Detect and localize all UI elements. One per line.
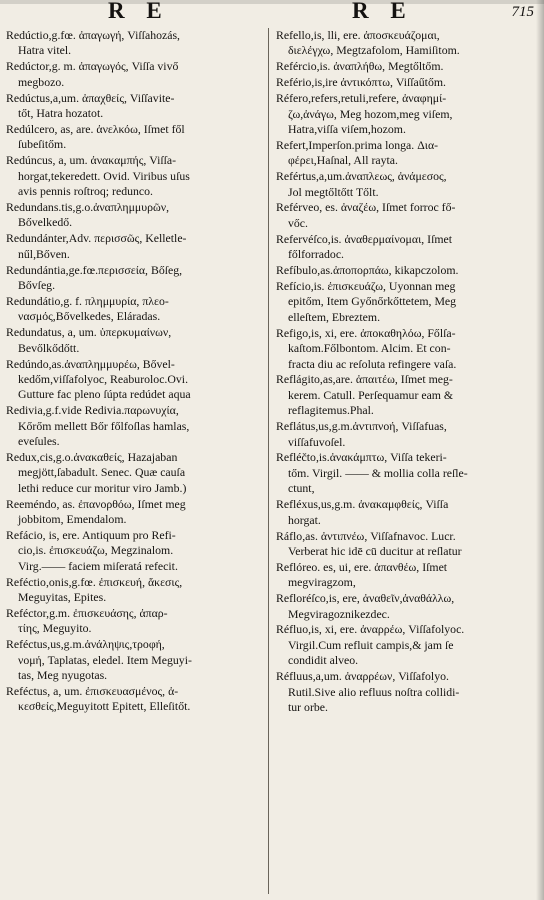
dictionary-entry bbox=[276, 59, 538, 74]
entry-line: Refigo,is, xi, ere. ἀποκαθηλόω, Főlſa- bbox=[276, 325, 456, 340]
entry-line: Bővelkedő. bbox=[18, 215, 73, 230]
entry-line: Reféctus, a, um. ἐπισκευασμένος, ἀ- bbox=[6, 684, 179, 699]
entry-line: Virgil.Cum refluit campis,& jam ſe bbox=[288, 637, 454, 652]
page-top-shadow bbox=[0, 0, 544, 4]
entry-line: Hatra,viſſa viſem,hozom. bbox=[288, 121, 406, 136]
entry-line: Refértus,a,um.ἀναπλεως, ἀνάμεσος, bbox=[276, 169, 447, 184]
entry-line: cio,is. ἐπισκευάζω, Megzinalom. bbox=[18, 543, 174, 558]
entry-line: Refléčto,is.ἀνακάμπτω, Viſſa tekeri- bbox=[276, 450, 447, 465]
entry-line: Refíbulo,as.ἀποπορπάω, kikapczolom. bbox=[276, 263, 459, 278]
entry-line: Refert,Imperſon.prima longa. Δια- bbox=[276, 137, 439, 152]
dictionary-entry bbox=[276, 419, 538, 450]
right-column-header: R E bbox=[352, 0, 414, 23]
dictionary-entry bbox=[276, 326, 538, 372]
entry-line: Redúctor,g. m. ἀπαγωγός, Viſſa vivő bbox=[6, 59, 179, 74]
entry-line: ctunt, bbox=[288, 481, 315, 496]
entry-line: ſubeſitőm. bbox=[18, 137, 67, 152]
entry-line: Reféctio,onis,g.fœ. ἐπισκευή, ἄκεσις, bbox=[6, 574, 183, 589]
entry-line: elleſtem, Ebreztem. bbox=[288, 309, 381, 324]
dictionary-entry bbox=[276, 591, 538, 622]
entry-line: κεσθείς,Meguyitott Epitett, Elleſitőt. bbox=[18, 699, 191, 714]
entry-line: Refácio, is, ere. Antiquum pro Refi- bbox=[6, 528, 176, 542]
dictionary-entry bbox=[6, 684, 264, 715]
dictionary-entry bbox=[6, 325, 264, 356]
entry-line: Megviragoznikezdec. bbox=[288, 606, 390, 621]
entry-line: Réfero,refers,retuli,refere, ἀναφημί- bbox=[276, 91, 447, 106]
dictionary-entry bbox=[6, 357, 264, 403]
entry-line: Jol megtőltőtt Tőlt. bbox=[288, 184, 379, 199]
entry-line: Redúctus,a,um. ἀπαχθείς, Viſſavite- bbox=[6, 90, 175, 105]
entry-line: tas, Meg nyugotas. bbox=[18, 668, 108, 683]
dictionary-entry bbox=[6, 497, 264, 528]
entry-line: avis pennis roſtroq; redunco. bbox=[18, 184, 153, 199]
entry-line: ζω,ἀνάγω, Meg hozom,meg viſem, bbox=[288, 106, 453, 121]
entry-line: Hatra vitel. bbox=[18, 43, 72, 58]
entry-line: Refervéſco,is. ἀναθερμαίνομαι, Iſmet bbox=[276, 231, 453, 246]
entry-line: Reeméndo, as. ἐπανορθόω, Iſmet meg bbox=[6, 496, 186, 511]
dictionary-entry bbox=[6, 91, 264, 122]
entry-line: Refério,is,ire ἀντικόπτω, Viſſaűtőm. bbox=[276, 75, 446, 90]
dictionary-entry bbox=[276, 372, 538, 418]
entry-line: horgat,tekeredett. Ovid. Viribus uſus bbox=[18, 168, 190, 183]
entry-line: Verberat hic idē cū ducitur at reſlatur bbox=[288, 543, 462, 558]
dictionary-entry bbox=[276, 669, 538, 715]
entry-line: τίης, Meguyito. bbox=[18, 621, 92, 636]
entry-line: kedőm,viſſafolyoc, Reaburoloc.Ovi. bbox=[18, 371, 189, 386]
entry-line: Redúncus, a, um. ἀνακαμπής, Viſſa- bbox=[6, 153, 177, 168]
dictionary-entry bbox=[6, 200, 264, 231]
entry-line: Refércio,is. ἀναπλήθω, Megtőltőm. bbox=[276, 59, 444, 74]
dictionary-entry bbox=[6, 28, 264, 59]
entry-line: Reféctus,us,g.m.ἀνάληψις,τροφή, bbox=[6, 637, 165, 652]
binding-edge-shadow bbox=[536, 0, 544, 900]
entry-line: Rutil.Sive alio refluus noſtra collidi- bbox=[288, 684, 460, 699]
entry-line: Kőrőm mellett Bőr főlfoſlas hamlas, bbox=[18, 418, 190, 433]
entry-line: megviragzom, bbox=[288, 575, 356, 590]
dictionary-entry bbox=[276, 622, 538, 668]
dictionary-entry bbox=[6, 450, 264, 496]
entry-line: viſſafuvoſel. bbox=[288, 434, 346, 449]
left-column bbox=[6, 28, 264, 715]
page-number: 715 bbox=[511, 4, 534, 20]
entry-line: Gutture fac pleno ſúpta redúdet aqua bbox=[18, 387, 191, 402]
entry-line: Ráflo,as. ἀντιπνέω, Viſſafnavoc. Lucr. bbox=[276, 528, 456, 543]
entry-line: nűl,Bőven. bbox=[18, 246, 70, 261]
entry-line: horgat. bbox=[288, 512, 321, 527]
dictionary-entry bbox=[276, 200, 538, 231]
dictionary-entry bbox=[6, 575, 264, 606]
entry-line: tőt, Hatra hozatot. bbox=[18, 106, 104, 121]
entry-line: tőm. Virgil. —— & mollia colla reſle- bbox=[288, 465, 468, 480]
dictionary-entry bbox=[276, 560, 538, 591]
entry-line: epitőm, Item Győnőrkőttetem, Meg bbox=[288, 294, 457, 309]
entry-line: vőc. bbox=[288, 215, 308, 230]
column-divider bbox=[268, 28, 269, 894]
entry-line: Réfluo,is, xi, ere. ἀναρρέω, Viſſafolyoc. bbox=[276, 622, 465, 637]
entry-line: Bővſeg. bbox=[18, 278, 56, 292]
entry-line: Refloréſco,is, ere, ἀναθεῖν,ἀναθάλλω, bbox=[276, 591, 455, 606]
dictionary-entry bbox=[276, 497, 538, 528]
entry-line: kerem. Catull. Perſequamur eam & bbox=[288, 387, 454, 402]
dictionary-entry bbox=[6, 231, 264, 262]
dictionary-entry bbox=[276, 232, 538, 263]
entry-line: Redúndo,as.ἀναπλημμυρέω, Bővel- bbox=[6, 356, 175, 371]
entry-line: Virg.—— faciem miſeratá refecit. bbox=[18, 558, 178, 573]
entry-line: νομή, Taplatas, eledel. Item Meguyi- bbox=[18, 652, 192, 667]
dictionary-entry bbox=[276, 169, 538, 200]
entry-line: Redundánter,Adv. περισσῶς, Kelletle- bbox=[6, 231, 187, 246]
dictionary-entry bbox=[276, 263, 538, 278]
entry-line: Réfluus,a,um. ἀναρρέων, Viſſafolyo. bbox=[276, 669, 449, 684]
entry-line: Redúlcero, as, are. ἀνελκόω, Iſmet fől bbox=[6, 121, 185, 136]
right-column bbox=[276, 28, 538, 716]
dictionary-entry bbox=[276, 28, 538, 59]
dictionary-entry bbox=[276, 529, 538, 560]
entry-line: Refléxus,us,g.m. ἀνακαμφθείς, Viſſa bbox=[276, 497, 449, 512]
entry-line: Redúctio,g.fœ. ἀπαγωγή, Viſſahozás, bbox=[6, 28, 180, 42]
dictionary-entry bbox=[6, 263, 264, 294]
entry-line: Redux,cis,g.o.ἀνακαθείς, Hazajaban bbox=[6, 449, 178, 464]
entry-line: φέρει,Haſnal, All rayta. bbox=[288, 153, 398, 168]
dictionary-entry bbox=[6, 153, 264, 199]
entry-line: νασμός,Bővelkedes, Eláradas. bbox=[18, 309, 161, 324]
dictionary-entry bbox=[276, 450, 538, 496]
entry-line: reflagitemus.Phal. bbox=[288, 403, 374, 418]
entry-line: Redivia,g.f.vide Redivia.παρωνυχία, bbox=[6, 403, 179, 418]
entry-line: Reflágito,as,are. ἀπαιτέω, Iſmet meg- bbox=[276, 372, 453, 387]
dictionary-entry bbox=[6, 528, 264, 574]
left-column-header: R E bbox=[108, 0, 170, 23]
dictionary-entry bbox=[6, 606, 264, 637]
entry-line: Redundans.tis,g.o.ἀναπλημμυρῶν, bbox=[6, 199, 170, 214]
dictionary-entry bbox=[6, 294, 264, 325]
dictionary-entry bbox=[276, 91, 538, 137]
entry-line: kaſtom.Főlbontom. Alcim. Et con- bbox=[288, 341, 451, 356]
entry-line: Meguyitas, Epites. bbox=[18, 590, 107, 605]
entry-line: Redundántia,ge.fœ.περισσεία, Bőſeg, bbox=[6, 262, 183, 277]
entry-line: Bevőlkődőtt. bbox=[18, 340, 80, 355]
dictionary-entry bbox=[6, 122, 264, 153]
entry-line: Redundatus, a, um. ὑπερκυμαίνων, bbox=[6, 325, 172, 340]
entry-line: Reférveo, es. ἀναζέω, Iſmet forroc fő- bbox=[276, 200, 456, 215]
entry-line: Refício,is. ἐπισκευάζω, Uyonnan meg bbox=[276, 279, 456, 293]
entry-line: Reféctor,g.m. ἐπισκευάσης, ἀπαρ- bbox=[6, 606, 168, 621]
entry-line: jobbitom, Emendalom. bbox=[18, 512, 127, 527]
dictionary-entry bbox=[276, 138, 538, 169]
entry-line: főlforradoc. bbox=[288, 247, 345, 262]
dictionary-entry bbox=[276, 279, 538, 325]
entry-line: Reflátus,us,g.m.ἀντιπνοή, Viſſafuas, bbox=[276, 419, 447, 434]
entry-line: διελέγχω, Megtzafolom, Hamiſitom. bbox=[288, 43, 460, 58]
dictionary-entry bbox=[6, 59, 264, 90]
dictionary-entry bbox=[6, 403, 264, 449]
entry-line: tur orbe. bbox=[288, 699, 328, 714]
entry-line: eveſules. bbox=[18, 434, 60, 449]
entry-line: megbozo. bbox=[18, 74, 65, 89]
entry-line: Redundátio,g. f. πλημμυρία, πλεο- bbox=[6, 293, 169, 308]
entry-line: Reflóreo. es, ui, ere. ἀπανθέω, Iſmet bbox=[276, 559, 448, 574]
dictionary-entry bbox=[276, 75, 538, 90]
entry-line: Refello,is, lli, ere. ἀποσκευάζομαι, bbox=[276, 28, 440, 42]
dictionary-entry bbox=[6, 637, 264, 683]
entry-line: condidit alveo. bbox=[288, 653, 359, 668]
entry-line: megjött,ſabadult. Senec. Quæ cauſa bbox=[18, 465, 186, 480]
entry-line: lethi reduce cur moritur viro Jamb.) bbox=[18, 480, 187, 495]
entry-line: fracta diu ac reſoluta refingere vaſa. bbox=[288, 356, 457, 371]
